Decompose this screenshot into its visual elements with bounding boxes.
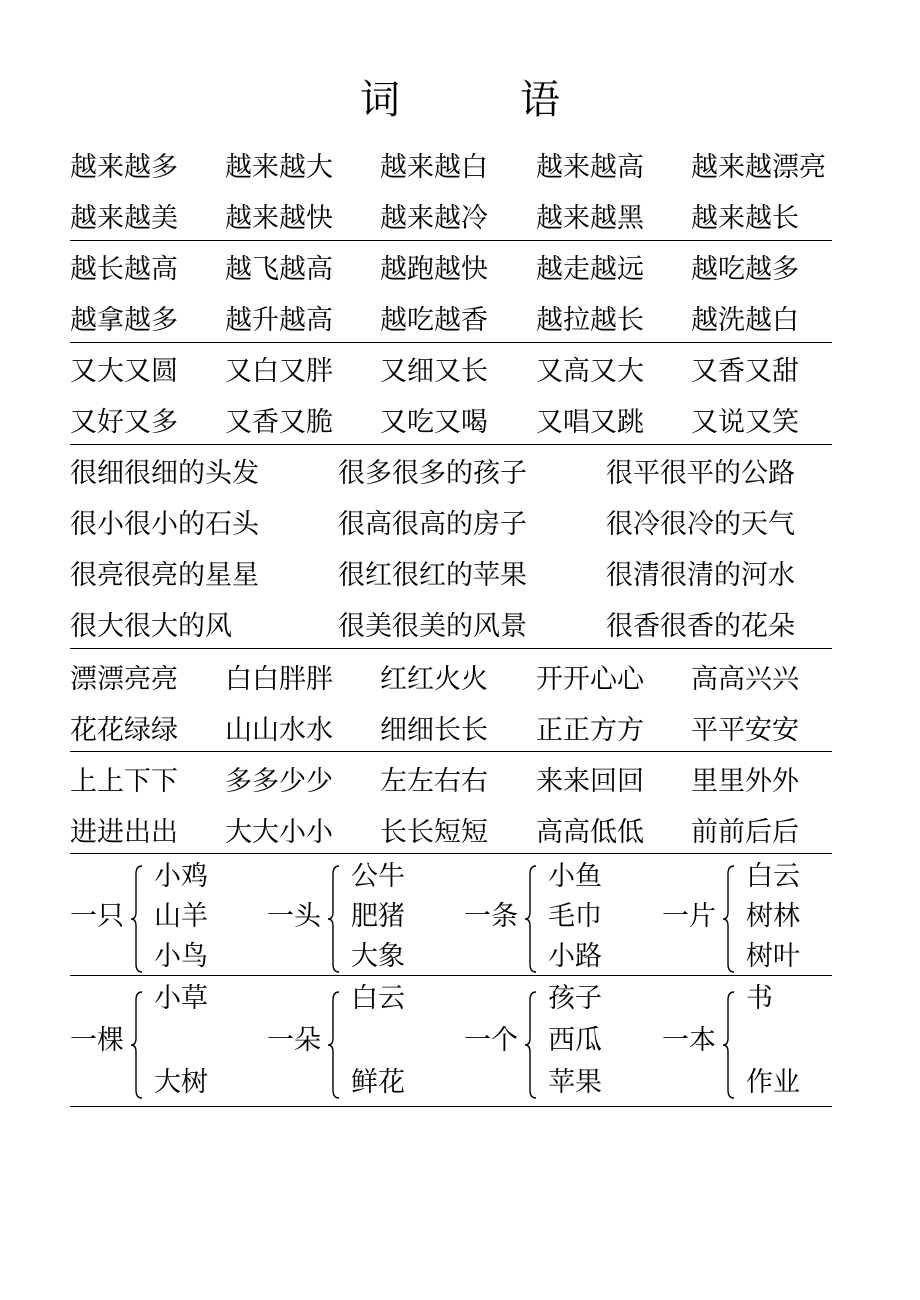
measure-item: 山羊 [154,901,208,932]
word-row [70,607,832,647]
measure-word: 一棵 [70,1025,124,1056]
word-cell: 越飞越高 [225,254,333,285]
measure-item: 作业 [746,1067,800,1098]
word-cell: 左左右右 [380,766,488,797]
word-cell: 又好又多 [70,407,178,438]
word-cell: 越来越白 [380,152,488,183]
word-cell: 很亮很亮的星星 [70,560,259,591]
word-cell: 越来越大 [225,152,333,183]
measure-word: 一片 [662,901,716,932]
word-cell: 越来越长 [691,203,799,234]
word-cell: 越吃越多 [691,254,799,285]
word-cell: 大大小小 [225,817,333,848]
measure-item: 小草 [154,983,208,1014]
brace-icon [722,992,736,1098]
word-cell: 越拉越长 [536,305,644,336]
word-cell: 很香很香的花朵 [606,611,795,642]
word-cell: 很清很清的河水 [606,560,795,591]
word-cell: 又高又大 [536,356,644,387]
divider-line [70,751,832,752]
measure-item: 书 [746,983,773,1014]
word-cell: 里里外外 [691,766,799,797]
word-cell: 很冷很冷的天气 [606,509,795,540]
divider-line [70,1106,832,1107]
word-row [70,403,832,443]
measure-item: 毛巾 [548,901,602,932]
measure-word: 一只 [70,901,124,932]
word-cell: 很小很小的石头 [70,509,259,540]
word-cell: 漂漂亮亮 [70,664,178,695]
word-cell: 越来越漂亮 [691,152,826,183]
divider-line [70,975,832,976]
word-row [70,352,832,392]
word-cell: 又吃又喝 [380,407,488,438]
word-cell: 又香又脆 [225,407,333,438]
word-cell: 又唱又跳 [536,407,644,438]
title-char-1: 词 [360,77,400,123]
measure-word: 一个 [464,1025,518,1056]
word-cell: 越来越冷 [380,203,488,234]
measure-item: 孩子 [548,983,602,1014]
measure-item: 西瓜 [548,1025,602,1056]
word-cell: 又细又长 [380,356,488,387]
word-cell: 红红火火 [380,664,488,695]
word-cell: 又说又笑 [691,407,799,438]
word-cell: 很美很美的风景 [338,611,527,642]
word-cell: 越来越多 [70,152,178,183]
word-cell: 正正方方 [536,715,644,746]
measure-word: 一条 [464,901,518,932]
word-row [70,505,832,545]
word-cell: 又白又胖 [225,356,333,387]
measure-item: 鲜花 [351,1067,405,1098]
word-cell: 开开心心 [536,664,644,695]
word-cell: 越来越美 [70,203,178,234]
word-cell: 越来越高 [536,152,644,183]
word-cell: 越来越快 [225,203,333,234]
brace-icon [130,866,144,972]
word-cell: 越吃越香 [380,305,488,336]
divider-line [70,240,832,241]
measure-item: 苹果 [548,1067,602,1098]
word-cell: 越拿越多 [70,305,178,336]
measure-item: 树叶 [746,941,800,972]
word-cell: 越来越黑 [536,203,644,234]
word-cell: 很大很大的风 [70,611,232,642]
word-cell: 细细长长 [380,715,488,746]
word-cell: 多多少少 [225,766,333,797]
word-cell: 高高兴兴 [691,664,799,695]
word-row [70,660,832,700]
word-row [70,199,832,239]
word-cell: 长长短短 [380,817,488,848]
measure-word: 一本 [662,1025,716,1056]
brace-icon [524,866,538,972]
measure-item: 公牛 [351,861,405,892]
word-cell: 又香又甜 [691,356,799,387]
word-row [70,711,832,751]
divider-line [70,444,832,445]
measure-item: 小路 [548,941,602,972]
word-row [70,762,832,802]
brace-icon [130,992,144,1098]
word-cell: 很平很平的公路 [606,458,795,489]
measure-item: 大树 [154,1067,208,1098]
measure-item: 肥猪 [351,901,405,932]
measure-item: 小鸟 [154,941,208,972]
brace-icon [327,866,341,972]
word-cell: 白白胖胖 [225,664,333,695]
measure-item: 小鸡 [154,861,208,892]
word-cell: 很高很高的房子 [338,509,527,540]
word-cell: 越跑越快 [380,254,488,285]
word-cell: 又大又圆 [70,356,178,387]
word-cell: 很红很红的苹果 [338,560,527,591]
divider-line [70,648,832,649]
brace-icon [524,992,538,1098]
word-cell: 很多很多的孩子 [338,458,527,489]
word-row [70,301,832,341]
word-cell: 越洗越白 [691,305,799,336]
measure-word: 一头 [267,901,321,932]
word-cell: 越走越远 [536,254,644,285]
word-row [70,148,832,188]
word-row [70,250,832,290]
word-row [70,556,832,596]
measure-word: 一朵 [267,1025,321,1056]
divider-line [70,342,832,343]
word-cell: 来来回回 [536,766,644,797]
divider-line [70,853,832,854]
word-cell: 山山水水 [225,715,333,746]
measure-item: 白云 [746,861,800,892]
word-cell: 前前后后 [691,817,799,848]
word-cell: 越升越高 [225,305,333,336]
measure-item: 大象 [351,941,405,972]
word-cell: 高高低低 [536,817,644,848]
word-row [70,813,832,853]
measure-item: 树林 [746,901,800,932]
brace-icon [722,866,736,972]
word-cell: 进进出出 [70,817,178,848]
measure-item: 小鱼 [548,861,602,892]
word-row [70,454,832,494]
measure-item: 白云 [351,983,405,1014]
page-title [0,70,920,130]
word-cell: 很细很细的头发 [70,458,259,489]
word-cell: 平平安安 [691,715,799,746]
title-char-2: 语 [520,77,560,123]
brace-icon [327,992,341,1098]
word-cell: 花花绿绿 [70,715,178,746]
word-cell: 越长越高 [70,254,178,285]
word-cell: 上上下下 [70,766,178,797]
